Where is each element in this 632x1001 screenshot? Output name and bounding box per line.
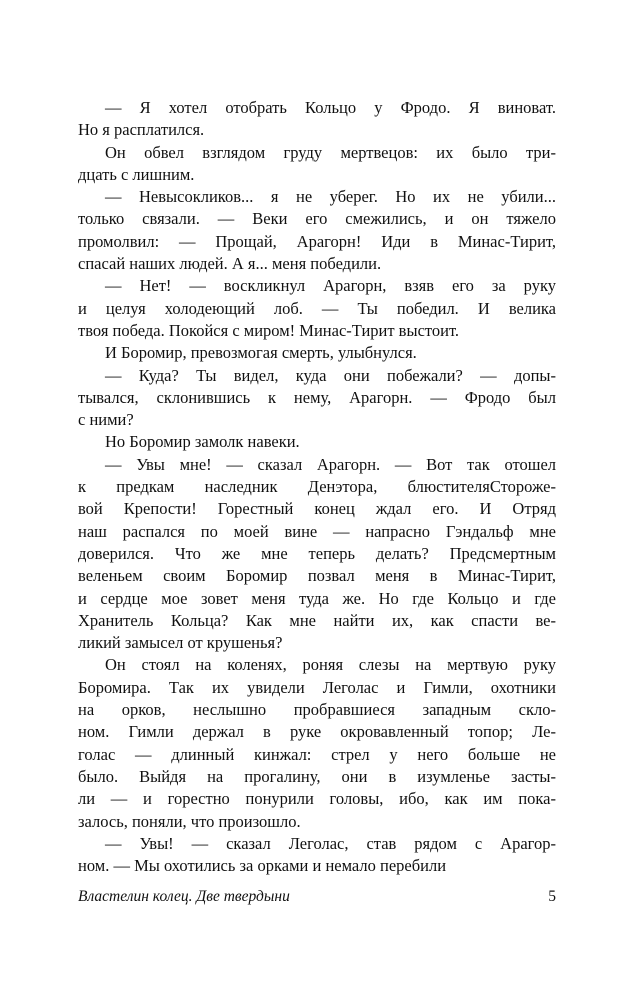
text-line: ном. Гимли держал в руке окровавленный топор; Ле- xyxy=(78,722,556,742)
text-line: — Увы! — сказал Леголас, став рядом с Арагор- xyxy=(105,833,556,853)
text-line: наш распался по моей вине — напрасно Гэндальф мне xyxy=(78,521,556,541)
paragraph xyxy=(78,97,556,142)
paragraph xyxy=(78,654,556,832)
text-line: — Я хотел отобрать Кольцо у Фродо. Я виноват. xyxy=(105,98,556,117)
paragraph xyxy=(78,365,556,432)
text-line: было. Выйдя на прогалину, они в изумленье засты- xyxy=(78,766,556,786)
text-line: и сердце мое зовет меня туда же. Но где Кольцо и где xyxy=(78,588,556,608)
text-line: только связали. — Веки его смежились, и он тяжело xyxy=(78,209,556,229)
paragraph xyxy=(78,275,556,342)
text-line: ликий замысел от крушенья? xyxy=(78,633,283,653)
text-line: голас — длинный кинжал: стрел у него больше не xyxy=(78,744,556,764)
text-line: Но Боромир замолк навеки. xyxy=(105,432,300,452)
text-line: Он обвел взглядом груду мертвецов: их было три- xyxy=(105,142,556,162)
footer-book-title: Властелин колец. Две твердыни xyxy=(78,888,290,905)
text-line: залось, поняли, что произошло. xyxy=(78,811,301,831)
text-line: Но я расплатился. xyxy=(78,120,205,140)
text-line: и целуя холодеющий лоб. — Ты победил. И велика xyxy=(78,298,556,318)
text-line: к предкам наследник Денэтора, блюстителяСтороже- xyxy=(78,477,556,497)
text-line: на орков, неслышно пробравшиеся западным скло- xyxy=(78,700,556,720)
text-line: ном. — Мы охотились за орками и немало перебили xyxy=(78,856,447,876)
text-line: дцать с лишним. xyxy=(78,164,195,184)
text-line: твоя победа. Покойся с миром! Минас-Тирит выстоит. xyxy=(78,320,460,340)
text-line: — Увы мне! — сказал Арагорн. — Вот так отошел xyxy=(105,454,556,474)
text-line: промолвил: — Прощай, Арагорн! Иди в Минас-Тирит, xyxy=(78,231,556,251)
text-line: — Куда? Ты видел, куда они побежали? — допы- xyxy=(105,365,556,385)
footer-page-number: 5 xyxy=(548,888,556,905)
text-line: Он стоял на коленях, роняя слезы на мертвую руку xyxy=(105,655,556,675)
text-line: вой Крепости! Горестный конец ждал его. И Отряд xyxy=(78,499,556,519)
text-block xyxy=(78,97,556,877)
paragraph xyxy=(78,431,556,453)
footer xyxy=(78,888,556,906)
paragraph xyxy=(78,833,556,878)
text-line: тывался, склонившись к нему, Арагорн. — Фродо был xyxy=(78,387,556,407)
text-line: веленьем своим Боромир позвал меня в Минас-Тирит, xyxy=(78,566,556,586)
text-line: Хранитель Кольца? Как мне найти их, как спасти ве- xyxy=(78,610,556,630)
text-line: спасай наших людей. А я... меня победили. xyxy=(78,254,382,274)
text-line: — Невысокликов... я не уберег. Но их не убили... xyxy=(105,187,556,207)
text-line: доверился. Что же мне теперь делать? Предсмертным xyxy=(78,543,556,563)
text-line: И Боромир, превозмогая смерть, улыбнулся. xyxy=(105,343,417,363)
paragraph xyxy=(78,186,556,275)
text-line: — Нет! — воскликнул Арагорн, взяв его за руку xyxy=(105,276,556,296)
paragraph xyxy=(78,454,556,655)
text-line: с ними? xyxy=(78,410,134,430)
text-line: Боромира. Так их увидели Леголас и Гимли, охотники xyxy=(78,677,556,697)
text-line: ли — и горестно понурили головы, ибо, как им пока- xyxy=(78,789,556,809)
paragraph xyxy=(78,142,556,187)
paragraph xyxy=(78,342,556,364)
